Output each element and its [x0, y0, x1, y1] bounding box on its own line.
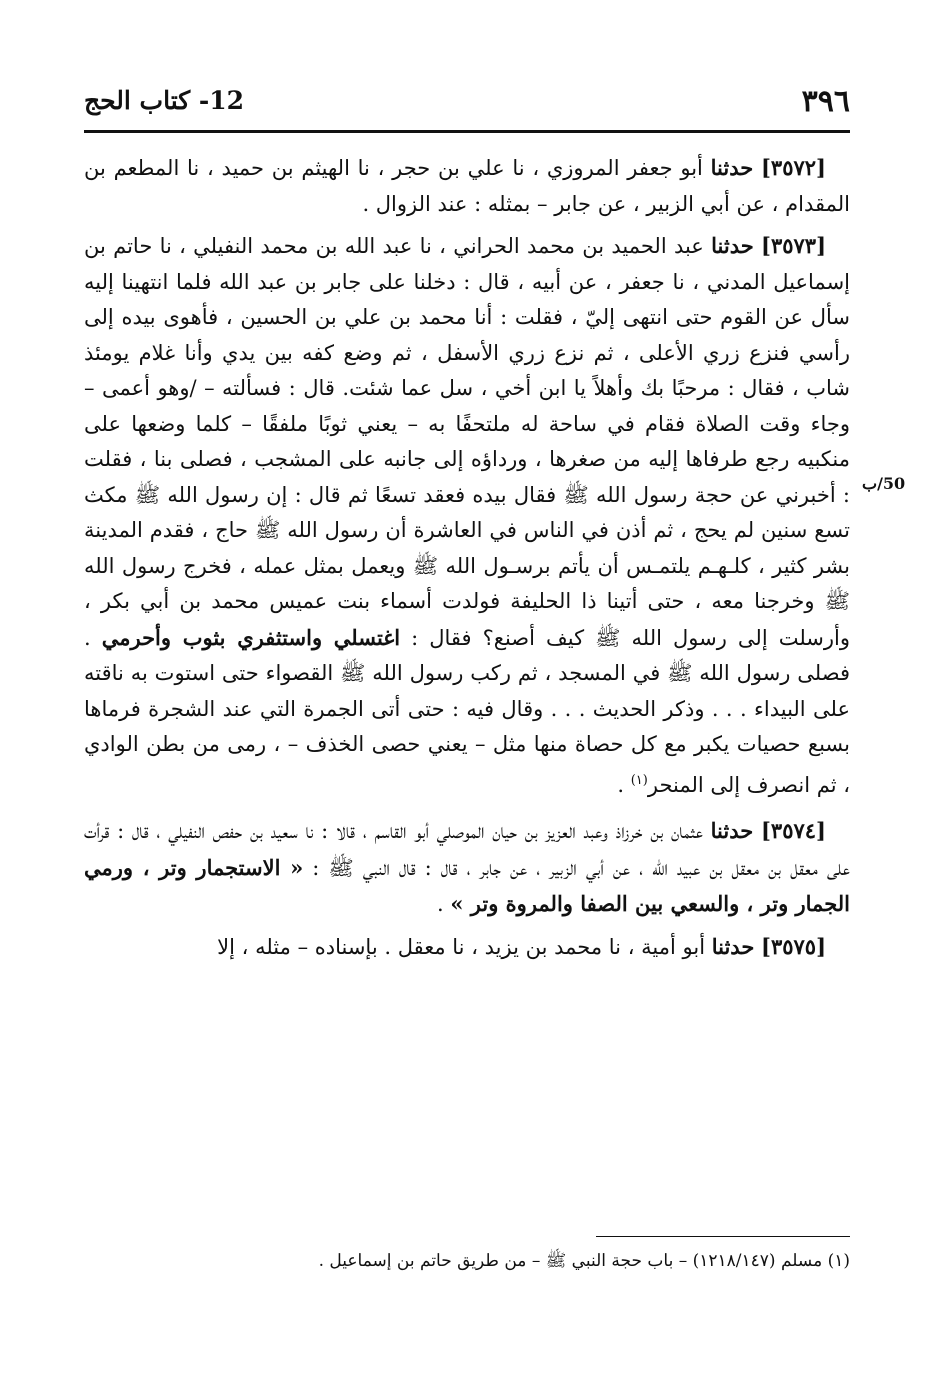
hadith-number: [٣٥٧٣]: [761, 233, 826, 258]
hadith-text: عبد الحميد بن محمد الحراني ، نا عبد الله بن محمد النفيلي ، نا حاتم بن إسماعيل المدني ، نا جعفر ، عن أبيه ، قال : دخلنا على جابر بن عبد الله فلما انتهينا إليه سأل عن القوم حتى انتهى إليّ ، فقلت : أنا محمد بن علي بن الحسين ، فأهوى بيده إلى رأسي فنزع زري الأعلى ، ثم نزع زري الأسفل ، ثم وضع كفه بين يدي وأنا غلام يومئذ شاب ، فقال : مرحبًا بك وأهلاً يا ابن أخي ، سل عما شئت. قال : فسألته – /وهو أعمى – وجاء وقت الصلاة فقام في ساحة له ملتحفًا به – يعني ثوبًا ملفقًا – كلما وضعها على منكبيه رجع طرفاها إليه من صغرها ، ورداؤه إلى جانبه على المشجب ، فصلى بنا ، فقلت : أخبرني عن حجة رسول الله ﷺ فقال بيده فعقد تسعًا ثم قال : إن رسول الله ﷺ مكث تسع سنين لم يحج ، ثم أذن في الناس في العاشرة أن رسول الله ﷺ حاج ، فقدم المدينة بشر كثير ، كلـهـم يلتمـس أن يأتم برسـول الله ﷺ ويعمل بمثل عمله ، فخرج رسول الله ﷺ وخرجنا معه ، حتى أتينا ذا الحليفة فولدت أسماء بنت عميس محمد بن أبي بكر ، وأرسلت إلى رسول الله ﷺ كيف أصنع؟ فقال :: [84, 234, 850, 650]
hadith-text-continued: . فصلى رسول الله ﷺ في المسجد ، ثم ركب رسول الله ﷺ القصواء حتى استوت به ناقته على البيداء . . . وذكر الحديث . . . وقال فيه : حتى أتى الجمرة التي عند الشجرة فرماها بسبع حصيات يكبر مع كل حصاة منها مثل – يعني حصى الخذف – ، رمى من بطن الوادي ، ثم انصرف إلى المنحر: [84, 625, 850, 797]
hadith-text: أبو جعفر المروزي ، نا علي بن حجر ، نا الهيثم بن حميد ، نا المطعم بن المقدام ، عن أبي الزبير ، عن جابر – بمثله : عند الزوال .: [84, 156, 850, 216]
hadith-end: .: [617, 772, 631, 797]
hadith-text: عثمان بن خرزاذ وعبد العزيز بن حيان الموصلي أبو القاسم ، قالا : نا سعيد بن حفص النفيلي ، قال : قرأت على معقل بن معقل بن عبيد الله ، عن أبي الزبير ، عن جابر ، قال : قال النبي ﷺ :: [84, 819, 850, 880]
page-header: [84, 80, 850, 130]
hadith-keyword: حدثنا: [711, 933, 755, 959]
chapter-title: 12- كتاب الحج: [84, 86, 245, 115]
hadith-matn: « الاستجمار وتر ، ورمي الجمار وتر ، والسعي بين الصفا والمروة وتر »: [84, 854, 850, 916]
hadith-keyword: حدثنا: [710, 818, 754, 843]
hadith-3573: [84, 228, 850, 803]
hadith-keyword: حدثنا: [710, 155, 754, 180]
hadith-3575: [84, 929, 850, 966]
hadith-number: [٣٥٧٥]: [761, 933, 826, 959]
footnote: (١) مسلم (١٢١٨/١٤٧) – باب حجة النبي ﷺ – من طريق حاتم بن إسماعيل .: [318, 1251, 850, 1271]
footnote-rule: [596, 1236, 850, 1237]
header-rule: [84, 130, 850, 133]
hadith-3572: [84, 150, 850, 222]
margin-folio-note: 50/ب: [862, 474, 906, 493]
hadith-text: أبو أمية ، نا محمد بن يزيد ، نا معقل . بإسناده – مثله ، إلا: [217, 934, 706, 959]
hadith-number: [٣٥٧٢]: [760, 155, 826, 180]
hadith-keyword: حدثنا: [711, 233, 754, 258]
page-body: [84, 150, 850, 1190]
page-number: ٣٩٦: [801, 84, 850, 119]
hadith-end: .: [437, 892, 451, 916]
hadith-number: [٣٥٧٤]: [760, 818, 826, 843]
footnote-reference[interactable]: (١): [630, 772, 648, 788]
hadith-matn: اغتسلي واستثفري بثوب وأحرمي: [101, 624, 401, 650]
hadith-3574: [84, 813, 850, 923]
